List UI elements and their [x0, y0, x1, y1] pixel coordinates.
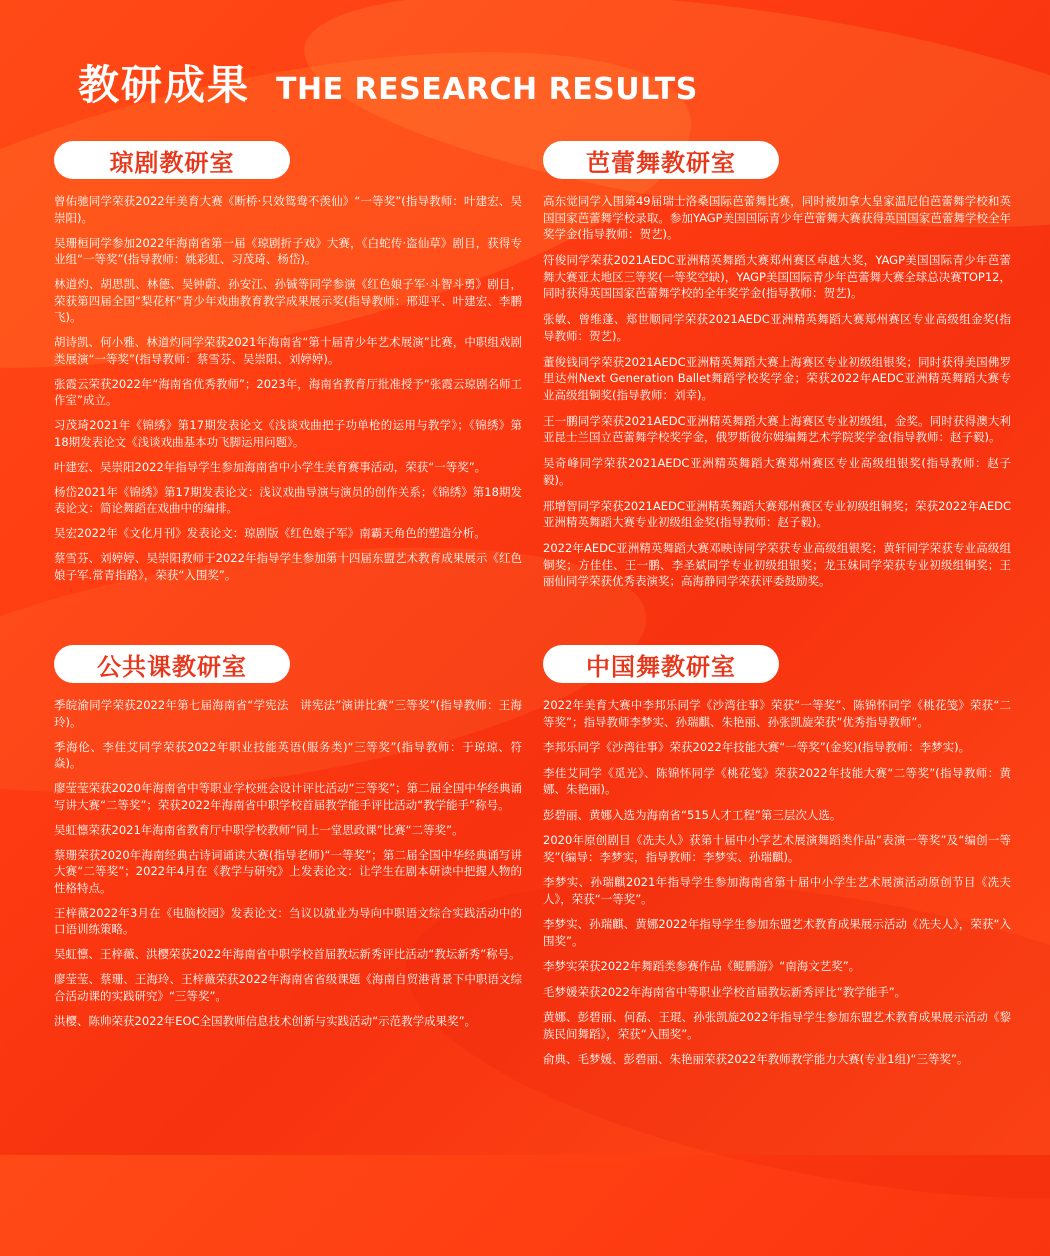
list-item: 王一鹏同学荣获2021AEDC亚洲精英舞蹈大赛上海赛区专业初级组，金奖。同时获得澳大利亚昆士兰国立芭蕾舞学校奖学金，俄罗斯彼尔姆编舞艺术学院奖学金(指导教师：赵子毅)。 [543, 413, 1011, 444]
list-item: 曾佑驰同学荣获2022年美育大赛《断桥·只效鸳鸯不羡仙》“一等奖”(指导教师：叶建宏、吴崇阳)。 [54, 194, 522, 225]
list-item: 彭碧丽、黄娜入选为海南省“515人才工程”第三层次人选。 [543, 807, 842, 822]
list-item: 林道灼、胡思凯、林德、吴钟蔚、孙安江、孙铖等同学参演《红色娘子军·斗智斗勇》剧目，荣获第四届全国“梨花杯”青少年戏曲教育教学成果展示奖(指导教师：邢迎平、叶建宏、李鹏飞)。 [54, 277, 522, 324]
list-item: 吴奇峰同学荣获2021AEDC亚洲精英舞蹈大赛郑州赛区专业高级组银奖(指导教师：赵子毅)。 [543, 456, 1011, 487]
list-item: 李邦乐同学《沙湾往事》荣获2022年技能大赛“一等奖”(金奖)(指导教师：李梦实)。 [543, 740, 971, 754]
list-item: 李佳艾同学《觅光》、陈锦怀同学《桃花笺》荣获2022年技能大赛“二等奖”(指导教师：黄娜、朱艳丽)。 [543, 765, 1011, 796]
list-item: 吴珊桓同学参加2022年海南省第一届《琼剧折子戏》大赛，《白蛇传·盗仙草》剧目，获得专业组“一等奖”(指导教师：姚彩虹、习茂琦、杨岱)。 [54, 235, 522, 266]
list-item: 吴虹懔荣获2021年海南省教育厅中职学校教师“同上一堂思政课”比赛“二等奖”。 [54, 822, 464, 837]
section-item-list [54, 697, 522, 1029]
list-item: 蔡珊荣获2020年海南经典古诗词诵读大赛(指导老师)“一等奖”；第二届全国中华经典诵写讲大赛“二等奖”；2022年4月在《教学与研究》上发表论文：让学生在剧本研读中把握人物的性格特点。 [54, 847, 522, 895]
section-title-pill: 琼剧教研室 [54, 141, 290, 179]
page-title-english: THE RESEARCH RESULTS [276, 72, 698, 107]
section-item-list [543, 697, 1011, 1068]
list-item: 李梦实荣获2022年舞蹈类参赛作品《鲲鹏游》“南海文艺奖”。 [543, 959, 861, 973]
list-item: 季海伦、李佳艾同学荣获2022年职业技能英语(服务类)“三等奖”(指导教师：于琼琼、符焱)。 [54, 739, 522, 770]
section-chinese-dance [543, 645, 1011, 1077]
list-item: 廖莹莹荣获2020年海南省中等职业学校班会设计评比活动“三等奖”；第二届全国中华经典诵写讲大赛“二等奖”；荣获2022年海南省中职学校首届教学能手评比活动“教学能手”称号。 [54, 781, 522, 812]
list-item: 2020年原创剧目《冼夫人》获第十届中小学艺术展演舞蹈类作品“表演一等奖”及“编创一等奖”(编导：李梦实，指导教师：李梦实、孙瑞麒)。 [543, 833, 1011, 864]
list-item: 蔡雪芬、刘婷婷、吴崇阳教师于2022年指导学生参加第十四届东盟艺术教育成果展示《红色娘子军.常青指路》，荣获“入围奖”。 [54, 551, 522, 582]
section-title-pill: 芭蕾舞教研室 [543, 141, 779, 179]
list-item: 张霞云荣获2022年“海南省优秀教师”；2023年，海南省教育厅批准授予“张霞云琼剧名师工作室”成立。 [54, 376, 522, 407]
list-item: 胡诗凯、何小雅、林道灼同学荣获2021年海南省“第十届青少年艺术展演”比赛，中职组戏剧类展演“一等奖”(指导教师：蔡雪芬、吴崇阳、刘婷婷)。 [54, 335, 522, 366]
section-public-courses [54, 645, 522, 1038]
list-item: 杨岱2021年《锦绣》第17期发表论文：浅议戏曲导演与演员的创作关系；《锦绣》第18期发表论文：简论舞蹈在戏曲中的编排。 [54, 484, 522, 515]
list-item: 毛梦媛荣获2022年海南省中等职业学校首届教坛新秀评比“教学能手”。 [543, 984, 907, 999]
list-item: 邢增智同学荣获2021AEDC亚洲精英舞蹈大赛郑州赛区专业初级组铜奖；荣获2022年AEDC亚洲精英舞蹈大赛专业初级组金奖(指导教师：赵子毅)。 [543, 498, 1011, 529]
list-item: 洪樱、陈帅荣获2022年EOC全国教师信息技术创新与实践活动“示范教学成果奖”。 [54, 1013, 477, 1028]
list-item: 习茂琦2021年《锦绣》第17期发表论文《浅谈戏曲把子功单枪的运用与教学》；《锦绣》第18期发表论文《浅谈戏曲基本功飞脚运用问题》。 [54, 418, 522, 449]
section-qiongju [54, 141, 522, 592]
list-item: 吴虹懔、王梓薇、洪樱荣获2022年海南省中职学校首届教坛新秀评比活动“教坛新秀”称号。 [54, 947, 521, 961]
list-item: 季皖渝同学荣获2022年第七届海南省“学宪法 讲宪法”演讲比赛“三等奖”(指导教师：王海玲)。 [54, 698, 522, 729]
list-item: 高东觉同学入围第49届瑞士洛桑国际芭蕾舞比赛，同时被加拿大皇家温尼伯芭蕾舞学校和英国国家芭蕾舞学校录取。参加YAGP美国国际青少年芭蕾舞大赛获得英国国家芭蕾舞学校全年奖学金(指导教师：贺艺)。 [543, 194, 1011, 241]
page-header [78, 52, 698, 111]
list-item: 李梦实、孙瑞麒、黄娜2022年指导学生参加东盟艺术教育成果展示活动《冼夫人》，荣获“入围奖”。 [543, 917, 1011, 948]
list-item: 黄娜、彭碧丽、何磊、王琨、孙张凯旋2022年指导学生参加东盟艺术教育成果展示活动《黎族民间舞蹈》，荣获“入围奖”。 [543, 1010, 1011, 1041]
list-item: 2022年AEDC亚洲精英舞蹈大赛邓映诗同学荣获专业高级组银奖；黄轩同学荣获专业高级组铜奖；方佳佳、王一鹏、李圣斌同学专业初级组银奖；龙玉妹同学荣获专业初级组铜奖；王丽仙同学荣获优秀表演奖；高海静同学荣获评委鼓励奖。 [543, 541, 1011, 588]
section-title-pill: 中国舞教研室 [543, 645, 779, 683]
list-item: 符俊同学荣获2021AEDC亚洲精英舞蹈大赛郑州赛区卓越大奖，YAGP美国国际青少年芭蕾舞大赛亚太地区三等奖(一等奖空缺)，YAGP美国国际青少年芭蕾舞大赛全球总决赛TOP12，同时获得英国国家芭蕾舞学校的全年奖学金(指导教师：贺艺)。 [543, 253, 1011, 300]
list-item: 叶建宏、吴崇阳2022年指导学生参加海南省中小学生美育赛事活动，荣获“一等奖”。 [54, 459, 487, 474]
section-ballet [543, 141, 1011, 599]
page-title: 教研成果 [78, 61, 250, 109]
list-item: 张敏、曾维蓬、郑世顺同学荣获2021AEDC亚洲精英舞蹈大赛郑州赛区专业高级组金奖(指导教师：贺艺)。 [543, 312, 1011, 343]
list-item: 王梓薇2022年3月在《电脑校园》发表论文：刍议以就业为导向中职语文综合实践活动中的口语训练策略。 [54, 905, 522, 936]
section-item-list [54, 193, 522, 583]
list-item: 俞典、毛梦媛、彭碧丽、朱艳丽荣获2022年教师教学能力大赛(专业1组)“三等奖”。 [543, 1052, 969, 1066]
list-item: 廖莹莹、蔡珊、王海玲、王梓薇荣获2022年海南省省级课题《海南自贸港背景下中职语文综合活动课的实践研究》“三等奖”。 [54, 972, 522, 1003]
list-item: 吴宏2022年《文化月刊》发表论文：琼剧版《红色娘子军》南霸天角色的塑造分析。 [54, 526, 486, 540]
section-item-list [543, 193, 1011, 590]
list-item: 李梦实、孙瑞麒2021年指导学生参加海南省第十届中小学生艺术展演活动原创节目《冼夫人》，荣获“一等奖”。 [543, 875, 1011, 906]
list-item: 董俊钱同学荣获2021AEDC亚洲精英舞蹈大赛上海赛区专业初级组银奖；同时获得美国佛罗里达州Next Generation Ballet舞蹈学校奖学金；荣获2022年AEDC亚洲精英舞蹈大赛专业高级组铜奖(指导教师：刘幸)。 [543, 354, 1011, 402]
list-item: 2022年美育大赛中李邦乐同学《沙湾往事》荣获“一等奖”、陈锦怀同学《桃花笺》荣获“二等奖”；指导教师李梦实、孙瑞麒、朱艳丽、孙张凯旋荣获“优秀指导教师”。 [543, 698, 1011, 729]
section-title-pill: 公共课教研室 [54, 645, 290, 683]
